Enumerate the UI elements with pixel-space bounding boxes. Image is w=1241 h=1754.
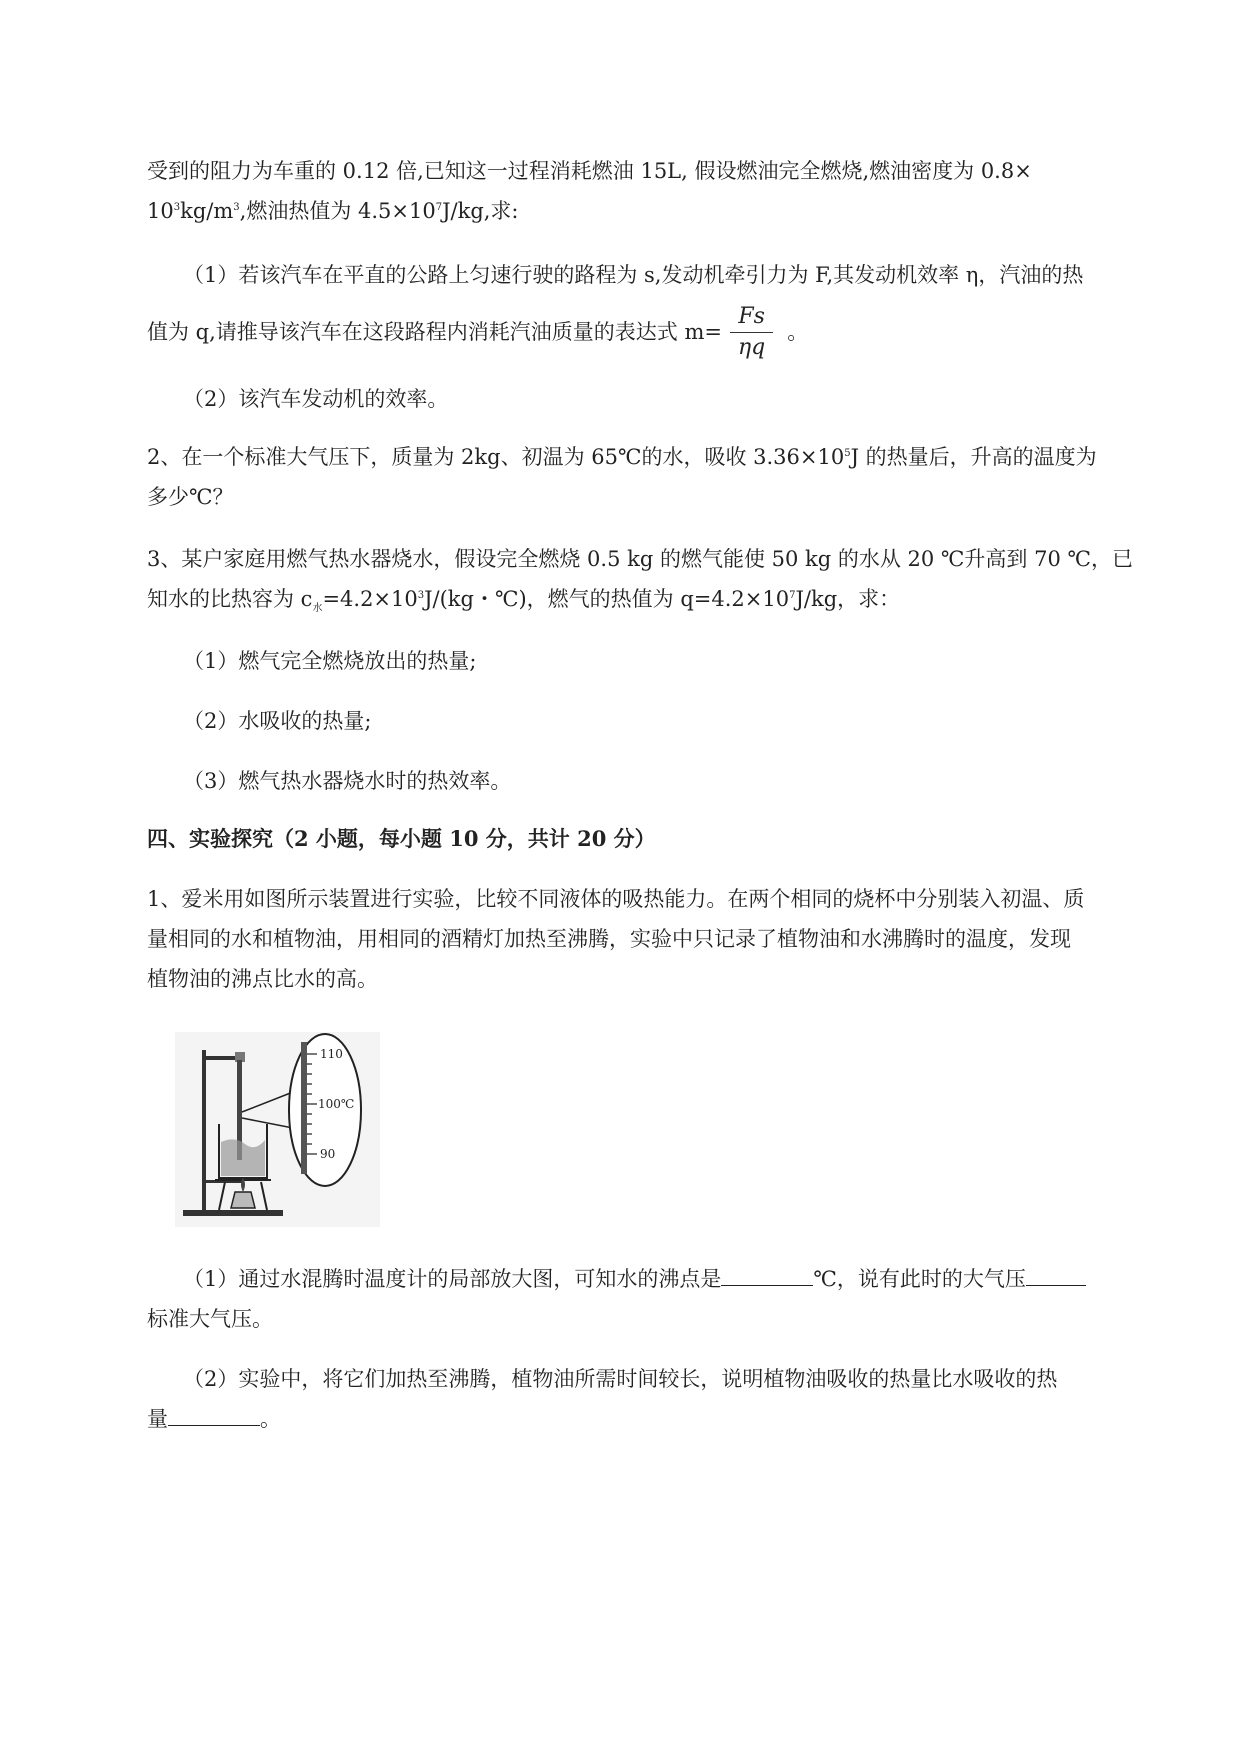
superscript: 3: [233, 202, 240, 213]
scale-label-bottom: 90: [320, 1147, 336, 1161]
question-3-sub-2: （2）水吸收的热量;: [183, 709, 372, 733]
apparatus-illustration: [175, 1032, 380, 1227]
text-span: 2、在一个标准大气压下，质量为 2kg、初温为 65℃的水，吸收 3.36×10: [147, 445, 845, 469]
subquestion-2: （2）该汽车发动机的效率。: [183, 387, 449, 411]
superscript: 7: [789, 590, 796, 601]
text-span: J 的热量后，升高的温度为: [850, 445, 1097, 469]
text-span: =4.2×10: [322, 587, 418, 611]
question-3-line: [147, 580, 900, 618]
question-2-line: 多少℃？: [147, 485, 234, 509]
subquestion-1: （1）若该汽车在平直的公路上匀速行驶的路程为 s,发动机牵引力为 F,其发动机效率 η，汽油的热: [183, 263, 1084, 287]
superscript: 3: [417, 590, 425, 601]
thermometer-apparatus-figure: [175, 1032, 380, 1227]
text-span: kg/m: [180, 199, 234, 223]
superscript: 5: [844, 448, 851, 459]
text-span: ,燃油热值为 4.5×10: [239, 199, 436, 223]
text-span: 量: [147, 1407, 168, 1431]
fraction-denominator: ηq: [737, 334, 766, 360]
text-span: J/kg,求:: [442, 199, 519, 223]
question-3-sub-1: （1）燃气完全燃烧放出的热量;: [183, 649, 477, 673]
scale-label-top: 110: [320, 1047, 343, 1061]
experiment-sub-1: [147, 1260, 1152, 1298]
text-span: （1）通过水混腾时温度计的局部放大图，可知水的沸点是: [183, 1267, 722, 1291]
problem-text-line: 受到的阻力为车重的 0.12 倍,已知这一过程消耗燃油 15L, 假设燃油完全燃烧,燃油密度为 0.8×: [147, 159, 1032, 183]
answer-blank[interactable]: [168, 1401, 260, 1426]
text-span: 值为 q,请推导该汽车在这段路程内消耗汽油质量的表达式 m=: [147, 320, 722, 344]
fraction-numerator: Fs: [730, 302, 773, 333]
experiment-sub-2-cont: [147, 1400, 281, 1438]
text-span: ℃，说有此时的大气压: [813, 1267, 1026, 1291]
text-span: J/kg，求：: [795, 587, 901, 611]
problem-text-line: [147, 192, 519, 230]
answer-blank[interactable]: [721, 1261, 813, 1286]
superscript: 7: [435, 202, 443, 213]
experiment-text-line: 植物油的沸点比水的高。: [147, 967, 378, 991]
question-3-sub-3: （3）燃气热水器烧水时的热效率。: [183, 769, 512, 793]
section-heading: 四、实验探究（2 小题，每小题 10 分，共计 20 分）: [147, 826, 656, 851]
text-span: 知水的比热容为 c: [147, 587, 313, 611]
mass-formula-fraction: [730, 302, 773, 363]
question-2-line: [147, 438, 1097, 476]
experiment-sub-2: （2）实验中，将它们加热至沸腾，植物油所需时间较长，说明植物油吸收的热量比水吸收的热: [183, 1367, 1058, 1391]
experiment-text-line: 量相同的水和植物油，用相同的酒精灯加热至沸腾，实验中只记录了植物油和水沸腾时的温度，发现: [147, 927, 1071, 951]
text-span: 。: [787, 320, 809, 344]
scale-label-mid: 100℃: [318, 1097, 355, 1111]
subscript: 水: [312, 603, 323, 615]
experiment-text-line: 1、爱米用如图所示装置进行实验，比较不同液体的吸热能力。在两个相同的烧杯中分别装入初温、质: [147, 887, 1085, 911]
text-span: 10: [147, 199, 174, 223]
experiment-sub-1-cont: 标准大气压。: [147, 1307, 273, 1331]
superscript: 3: [173, 202, 181, 213]
text-span: 。: [260, 1407, 281, 1431]
question-3-line: 3、某户家庭用燃气热水器烧水，假设完全燃烧 0.5 kg 的燃气能使 50 kg 的水从 20 ℃升高到 70 ℃，已: [147, 547, 1133, 571]
subquestion-1-formula-line: [147, 302, 808, 362]
text-span: J/(kg・℃)，燃气的热值为 q=4.2×10: [424, 587, 790, 611]
answer-blank[interactable]: [1026, 1261, 1086, 1286]
